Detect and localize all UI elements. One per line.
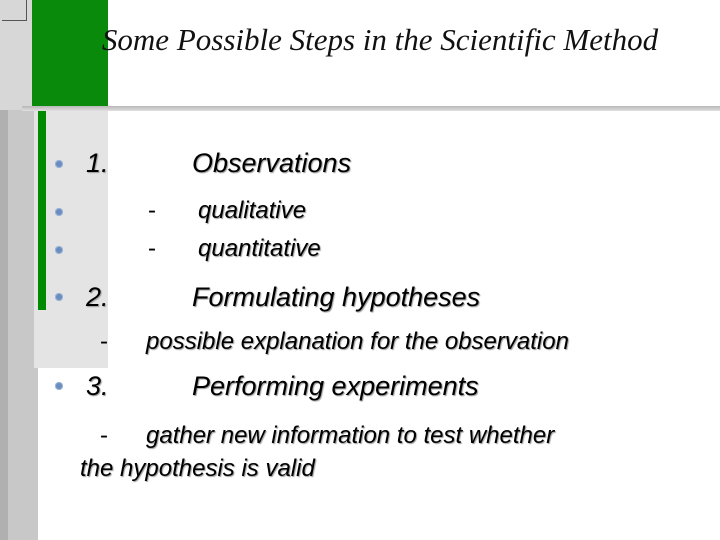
hypothesis-detail: possible explanation for the observation	[146, 328, 569, 355]
step-3-number: 3.	[86, 371, 109, 401]
experiment-detail-line1: gather new information to test whether	[146, 422, 555, 449]
frame-green-strip	[38, 110, 46, 310]
observation-dash: -	[148, 235, 156, 262]
frame-corner-mark	[2, 0, 27, 21]
frame-green-top	[32, 0, 108, 110]
experiment-detail-line2: the hypothesis is valid	[80, 455, 315, 482]
bullet-icon	[55, 246, 63, 254]
step-2-heading: Formulating hypotheses	[192, 282, 481, 312]
observation-dash: -	[148, 197, 156, 224]
step-1-number: 1.	[86, 148, 109, 178]
bullet-icon	[55, 382, 63, 390]
hypothesis-dash: -	[100, 328, 108, 355]
bullet-icon	[55, 293, 63, 301]
step-2-number: 2.	[86, 282, 109, 312]
step-1-heading: Observations	[192, 148, 352, 178]
step-3-heading: Performing experiments	[192, 371, 479, 401]
bullet-icon	[55, 160, 63, 168]
observation-item-qualitative: qualitative	[198, 197, 307, 224]
experiment-dash: -	[100, 422, 108, 449]
title-divider	[22, 106, 720, 111]
observation-item-quantitative: quantitative	[198, 235, 321, 262]
bullet-icon	[55, 208, 63, 216]
slide-title: Some Possible Steps in the Scientific Method	[101, 22, 659, 57]
